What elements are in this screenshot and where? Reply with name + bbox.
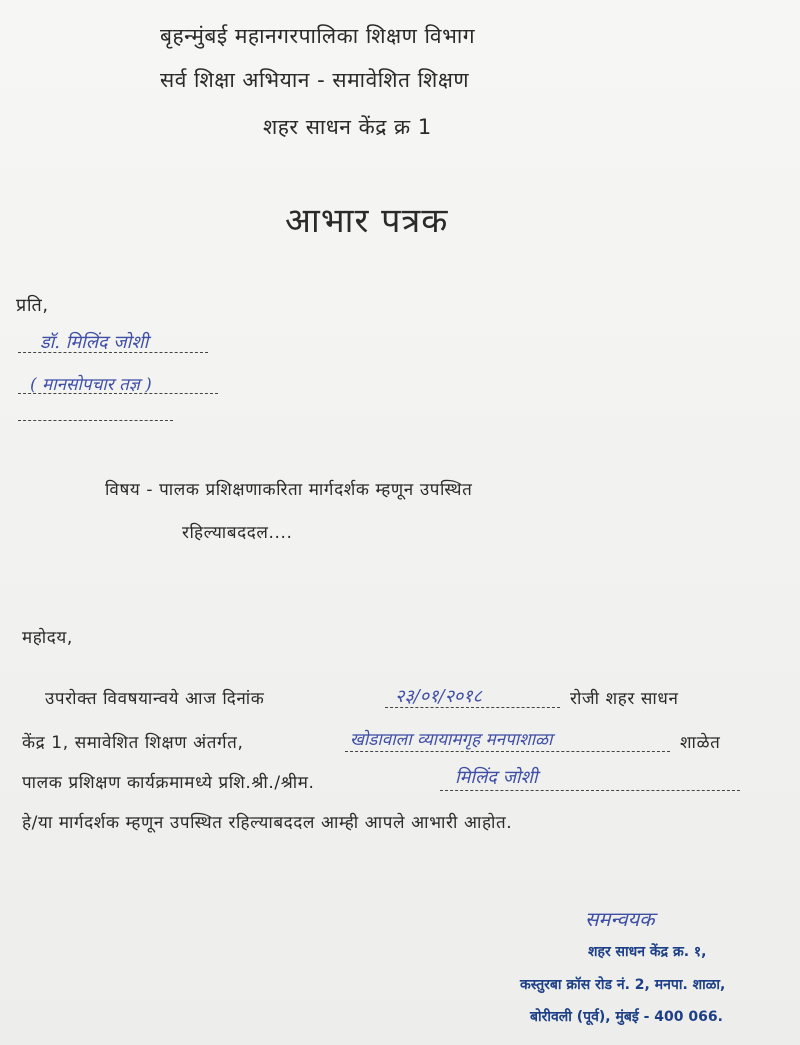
header-line-1: बृहन्मुंबई महानगरपालिका शिक्षण विभाग [160,24,476,48]
stamp-line-3: बोरीवली (पूर्व), मुंबई - 400 066. [530,1009,723,1025]
body-line-1-prefix: उपरोक्त विवषयान्वये आज दिनांक [45,689,265,709]
subject-line-1: विषय - पालक प्रशिक्षणाकरिता मार्गदर्शक म्हणून उपस्थित [105,480,473,500]
subject-line-2: रहिल्याबददल.... [182,523,293,543]
body-line-2-prefix: केंद्र 1, समावेशित शिक्षण अंतर्गत, [22,733,244,753]
recipient-designation: ( मानसोपचार तज्ञ ) [30,375,152,395]
trainer-name: मिलिंद जोशी [455,767,538,788]
recipient-name: डॉ. मिलिंद जोशी [40,332,149,353]
salutation: महोदय, [22,628,73,648]
date-value: २३/०१/२०१८ [395,686,483,707]
stamp-line-2: कस्तुरबा क्रॉस रोड नं. 2, मनपा. शाळा, [520,977,726,993]
stamp-line-1: शहर साधन केंद्र क्र. १, [588,944,707,960]
school-fill-line [345,751,670,752]
header-line-2: सर्व शिक्षा अभियान - समावेशित शिक्षण [160,68,470,92]
signature: समन्वयक [585,907,655,931]
school-name: खोडावाला व्यायामगृह मनपाशाळा [350,730,553,750]
header-line-3: शहर साधन केंद्र क्र 1 [263,115,432,139]
page-title: आभार पत्रक [285,201,449,241]
trainer-fill-line [440,790,740,791]
body-line-1-suffix: रोजी शहर साधन [570,689,679,709]
body-line-2-suffix: शाळेत [680,733,721,753]
recipient-extra-line [18,420,173,421]
body-line-4: हे/या मार्गदर्शक म्हणून उपस्थित रहिल्याबददल आम्ही आपले आभारी आहोत. [22,813,513,833]
body-line-3-prefix: पालक प्रशिक्षण कार्यक्रमामध्ये प्रशि.श्री./श्रीम. [22,773,315,793]
recipient-label: प्रति, [16,295,49,316]
